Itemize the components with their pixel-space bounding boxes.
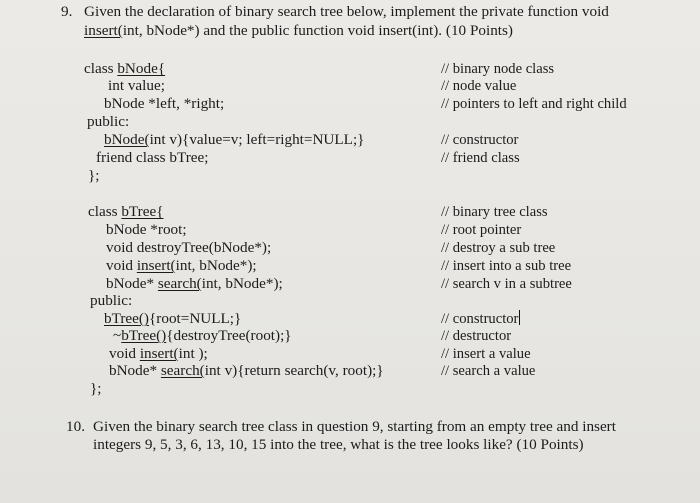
btree-line-11: }; — [90, 380, 102, 397]
bnode-line-4: public: — [87, 113, 130, 130]
bnode-comment-1: // binary node class — [441, 61, 555, 77]
btree-comment-5: // search v in a subtree — [441, 276, 572, 292]
q9-insert-link: insert( — [84, 22, 123, 39]
bnode-ctor-name: bNode( — [104, 131, 150, 148]
btree-line-9: void insert(int ); — [109, 345, 208, 362]
btree-comment-8: // destructor — [441, 328, 512, 344]
btree-insert-public-name: insert( — [139, 345, 179, 362]
btree-line-5: bNode* search(int, bNode*); — [106, 275, 283, 292]
bnode-comment-3: // pointers to left and right child — [441, 96, 627, 112]
bnode-line-6: friend class bTree; — [96, 149, 209, 166]
q10-text-line1: Given the binary search tree class in question 9, starting from an empty tree and insert — [93, 418, 616, 435]
btree-comment-7: // constructor — [441, 311, 519, 327]
bnode-line-7: }; — [88, 167, 100, 184]
text-cursor — [519, 310, 520, 325]
bnode-line-5: bNode(int v){value=v; left=right=NULL;} — [104, 131, 365, 148]
btree-line-10: bNode* search(int v){return search(v, root);} — [109, 362, 384, 379]
bnode-comment-6: // friend class — [441, 150, 520, 166]
btree-line-1: class bTree{ — [88, 203, 164, 220]
btree-ctor-name: bTree() — [104, 310, 149, 327]
bnode-line-1: class bNode{ — [84, 60, 166, 77]
bnode-class-name: bNode{ — [117, 60, 166, 77]
bnode-comment-5: // constructor — [441, 132, 519, 148]
btree-comment-2: // root pointer — [441, 222, 522, 238]
bnode-comment-2: // node value — [441, 78, 517, 94]
btree-line-6: public: — [90, 292, 133, 309]
btree-line-7: bTree(){root=NULL;} — [104, 310, 242, 327]
btree-line-4: void insert(int, bNode*); — [106, 257, 257, 274]
q10-number: 10. — [66, 418, 85, 435]
btree-comment-3: // destroy a sub tree — [441, 240, 556, 256]
bnode-line-2: int value; — [108, 77, 165, 94]
q9-number: 9. — [61, 3, 73, 20]
btree-line-3: void destroyTree(bNode*); — [106, 239, 272, 256]
q9-text-line1: Given the declaration of binary search tree below, implement the private function void — [84, 3, 609, 20]
btree-dtor-name: bTree() — [121, 327, 167, 344]
btree-insert-private-name: insert( — [136, 257, 176, 274]
btree-search-public-name: search( — [160, 362, 205, 379]
q9-text-line2: insert(int, bNode*) and the public function void insert(int). (10 Points) — [84, 22, 513, 39]
btree-comment-1: // binary tree class — [441, 204, 548, 220]
q10-text-line2: integers 9, 5, 3, 6, 13, 10, 15 into the tree, what is the tree looks like? (10 Points) — [93, 436, 584, 453]
btree-line-8: ~bTree(){destroyTree(root);} — [113, 327, 292, 344]
bnode-line-3: bNode *left, *right; — [104, 95, 225, 112]
btree-class-name: bTree{ — [121, 203, 164, 220]
btree-search-private-name: search( — [157, 275, 202, 292]
btree-comment-10: // search a value — [441, 363, 536, 379]
btree-comment-4: // insert into a sub tree — [441, 258, 572, 274]
btree-comment-9: // insert a value — [441, 346, 531, 362]
btree-line-2: bNode *root; — [106, 221, 187, 238]
